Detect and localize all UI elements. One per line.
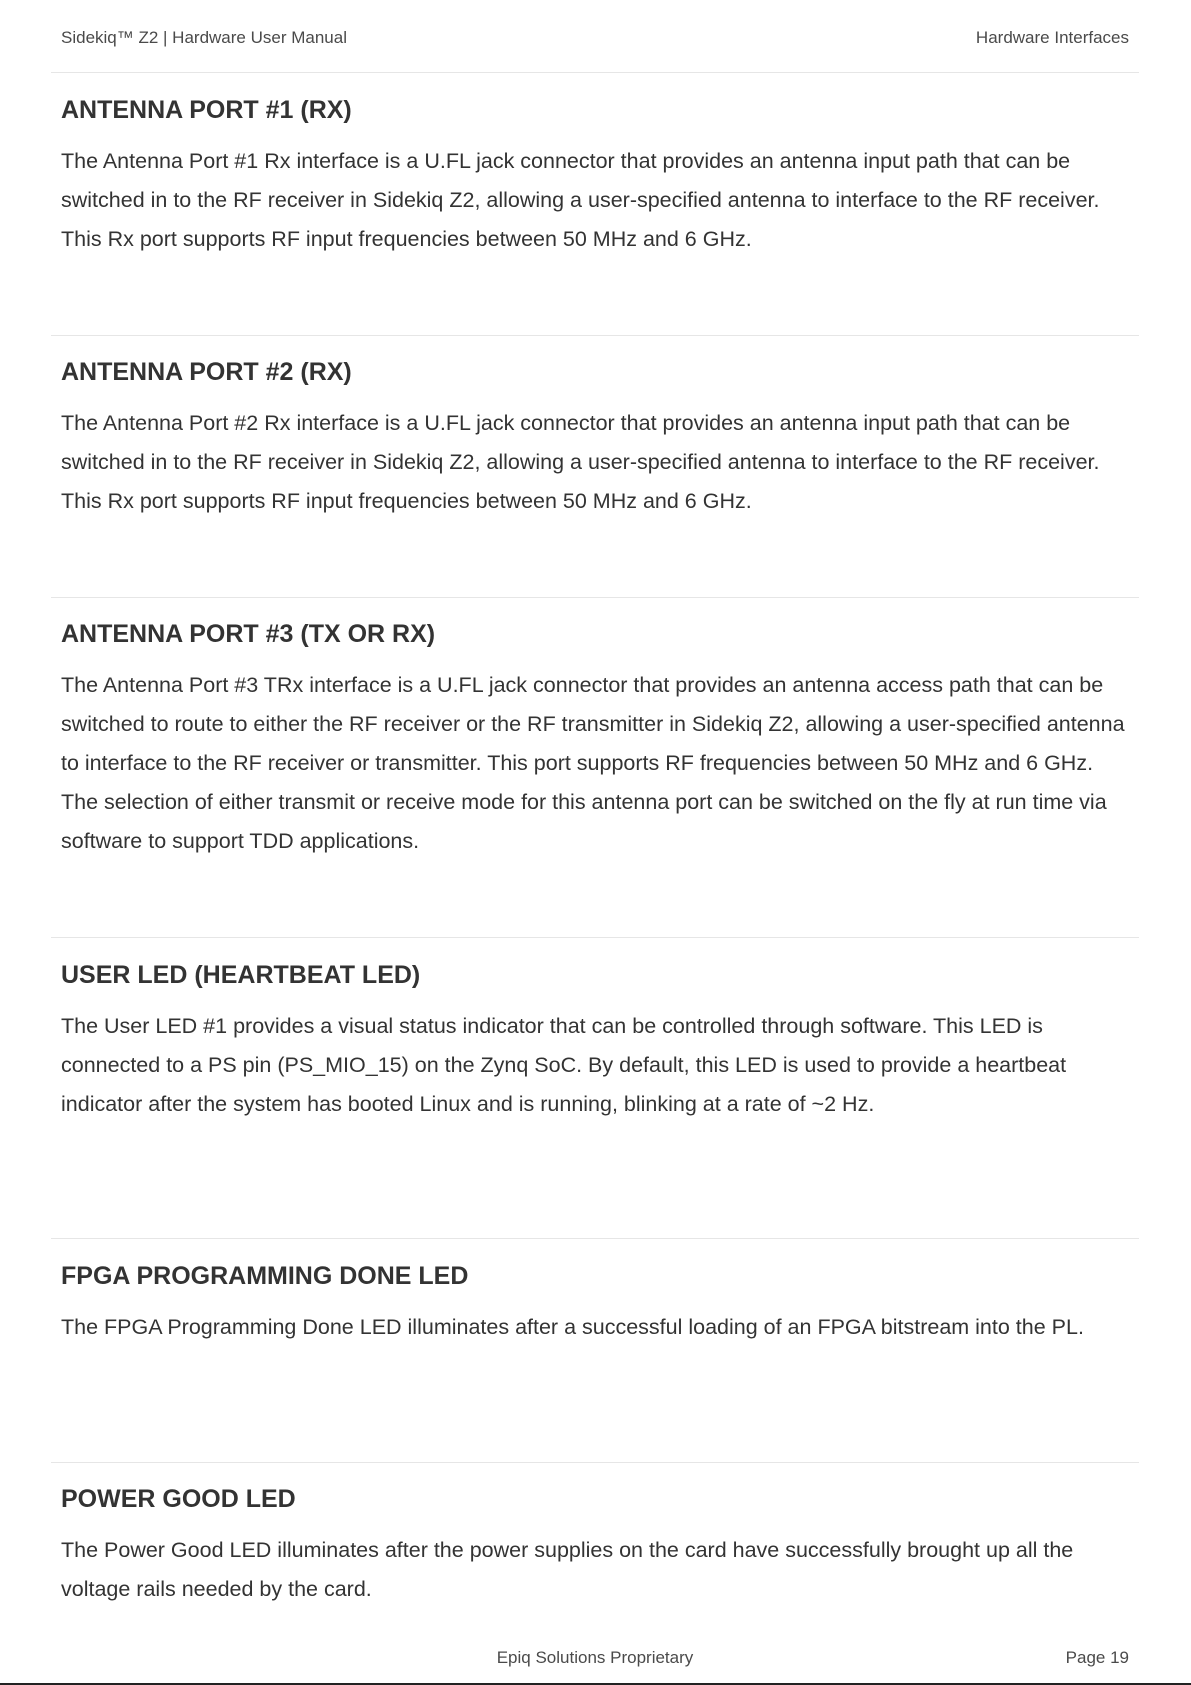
section-heading: ANTENNA PORT #1 (RX) [61,96,352,124]
page-header [51,0,1139,73]
section-body: The Antenna Port #1 Rx interface is a U.FL jack connector that provides an antenna input path that can be switched in to the RF receiver in Sidekiq Z2, allowing a user-specified antenna to interface to the RF receiver. This Rx port supports RF input frequencies between 50 MHz and 6 GHz. [61,149,1100,251]
page-footer [51,1644,1139,1674]
document-title: Sidekiq™ Z2 | Hardware User Manual [61,28,347,47]
footer-proprietary-notice: Epiq Solutions Proprietary [496,1648,694,1667]
section-antenna-port-3 [51,619,1139,938]
section-heading: USER LED (HEARTBEAT LED) [61,961,421,989]
section-antenna-port-1 [51,95,1139,336]
section-heading: ANTENNA PORT #2 (RX) [61,358,352,386]
section-body: The FPGA Programming Done LED illuminates after a successful loading of an FPGA bitstream into the PL. [61,1315,1084,1339]
section-body: The Antenna Port #2 Rx interface is a U.FL jack connector that provides an antenna input path that can be switched in to the RF receiver in Sidekiq Z2, allowing a user-specified antenna to interface to the RF receiver. This Rx port supports RF input frequencies between 50 MHz and 6 GHz. [61,411,1100,513]
section-antenna-port-2 [51,357,1139,598]
section-heading: ANTENNA PORT #3 (TX OR RX) [61,620,436,648]
section-heading: FPGA PROGRAMMING DONE LED [61,1262,469,1290]
section-body: The User LED #1 provides a visual status indicator that can be controlled through software. This LED is connected to a PS pin (PS_MIO_15) on the Zynq SoC. By default, this LED is used to provide a heartbeat indicator after the system has booted Linux and is running, blinking at a rate of ~2 Hz. [61,1014,1067,1116]
section-body: The Power Good LED illuminates after the power supplies on the card have successfully brought up all the voltage rails needed by the card. [61,1538,1074,1601]
section-fpga-done-led [51,1261,1139,1463]
section-heading: POWER GOOD LED [61,1485,296,1513]
section-body: The Antenna Port #3 TRx interface is a U.FL jack connector that provides an antenna access path that can be switched to route to either the RF receiver or the RF transmitter in Sidekiq Z2, allowing a user-specified antenna to interface to the RF receiver or transmitter. This port supports RF frequencies between 50 MHz and 6 GHz. The selection of either transmit or receive mode for this antenna port can be switched on the fly at run time via software to support TDD applications. [61,673,1125,853]
chapter-title: Hardware Interfaces [975,28,1129,47]
section-user-led [51,960,1139,1239]
section-power-good-led [51,1484,1139,1634]
page-number: Page 19 [1065,1648,1129,1667]
